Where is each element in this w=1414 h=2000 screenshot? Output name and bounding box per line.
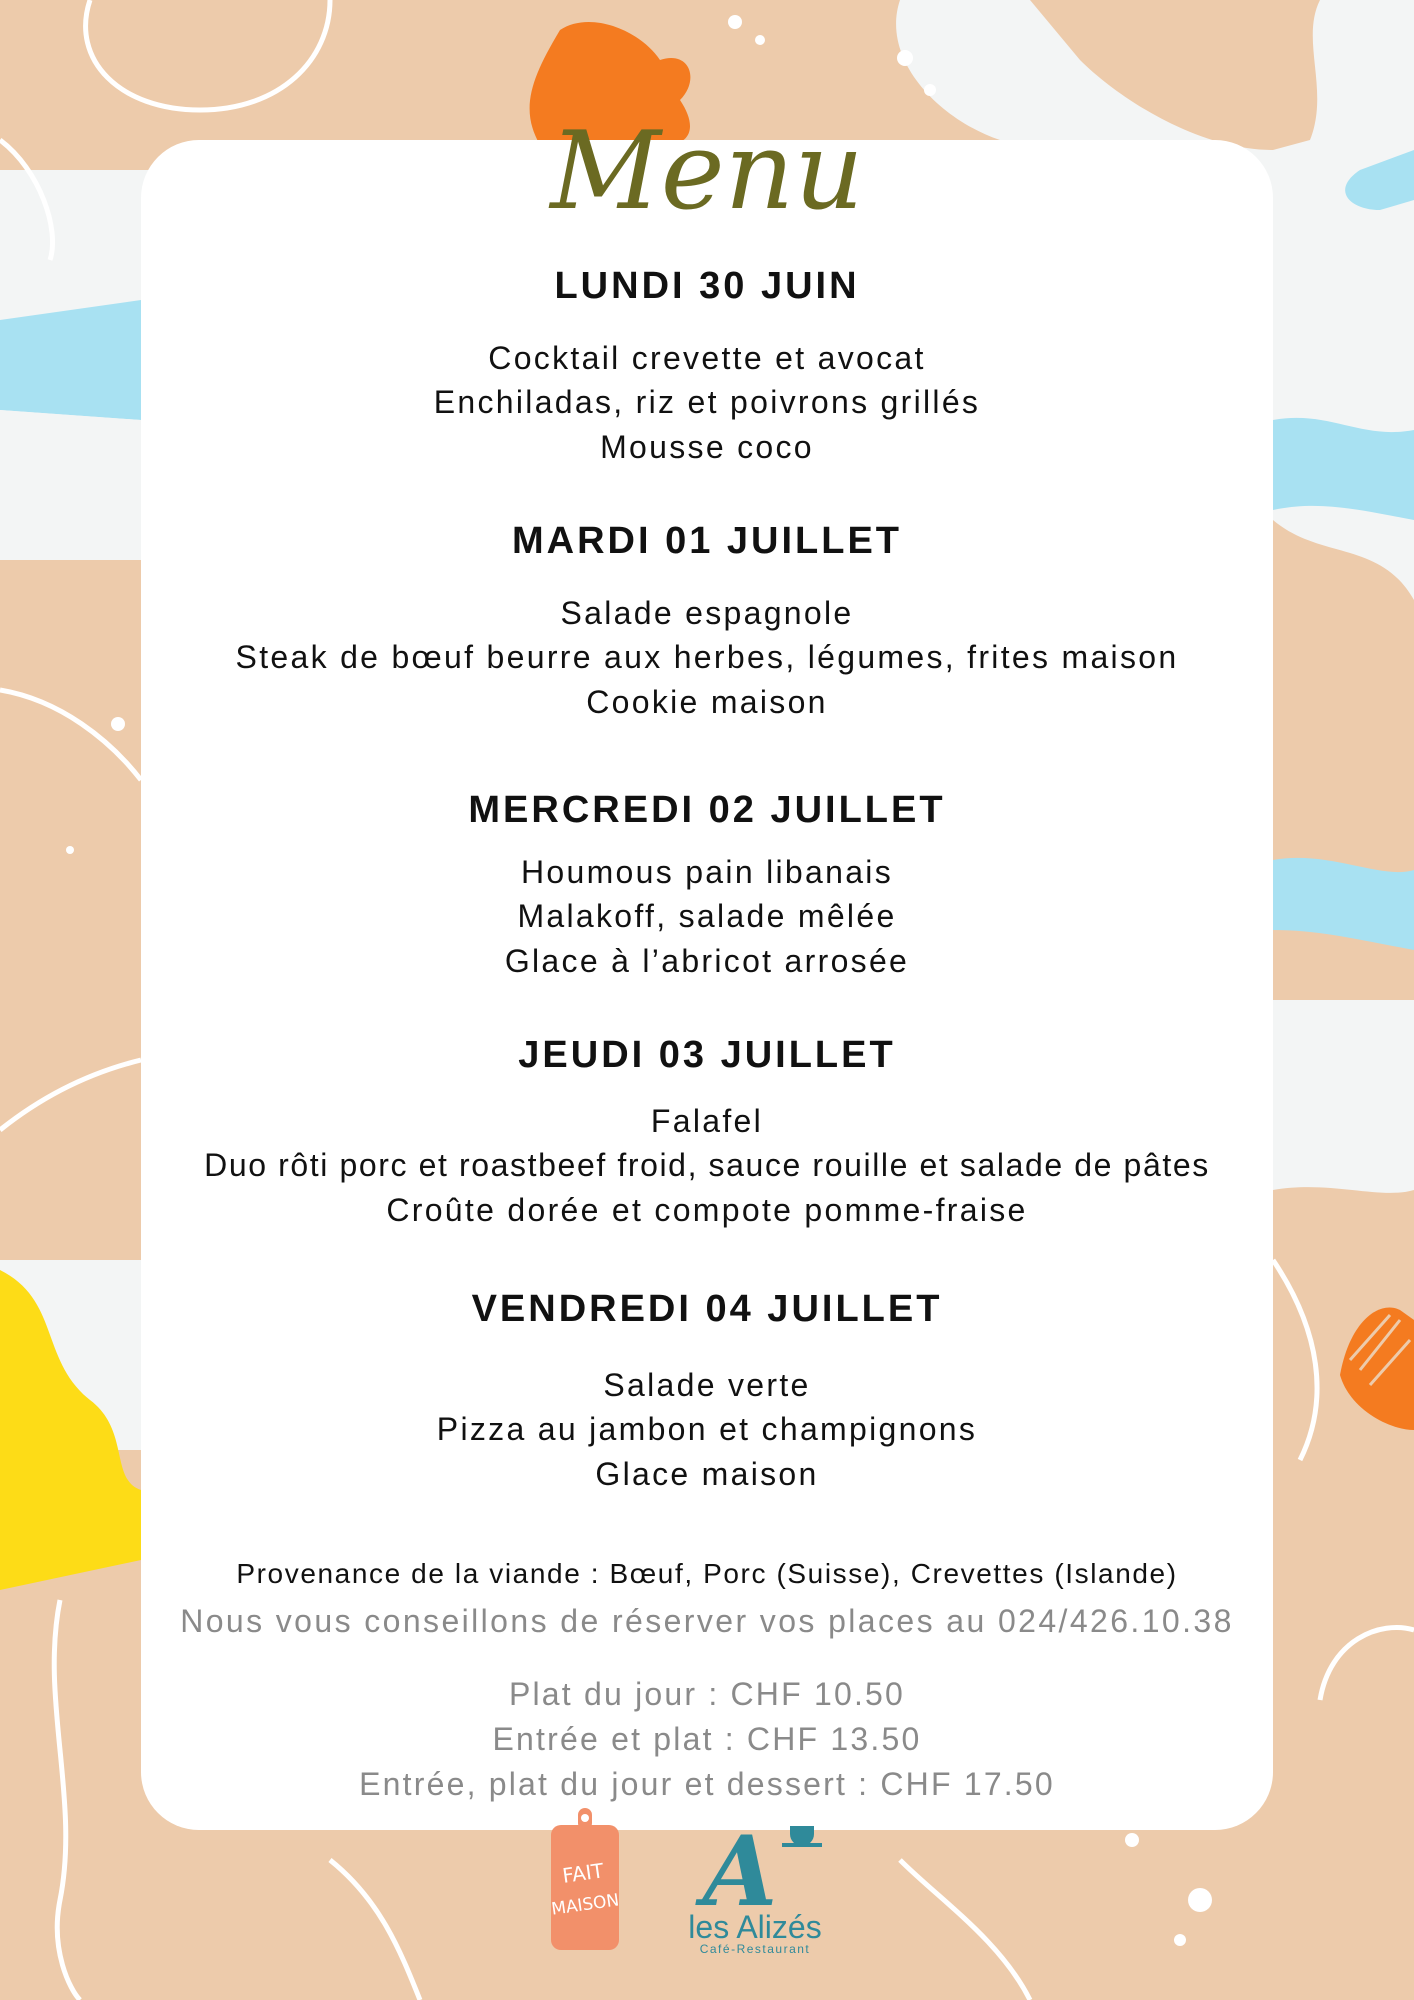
dish-item: Mousse coco xyxy=(600,428,814,465)
dish-item: Falafel xyxy=(650,1102,764,1139)
day-title: JEUDI 03 JUILLET xyxy=(518,1034,896,1076)
alizes-mark: A xyxy=(702,1815,778,1928)
dish-item: Houmous pain libanais xyxy=(520,853,894,890)
menu-title: Menu xyxy=(550,109,864,234)
dish-item: Malakoff, salade mêlée xyxy=(517,898,897,935)
meat-provenance: Provenance de la viande : Bœuf, Porc (Suisse), Crevettes (Islande) xyxy=(236,1558,1178,1589)
les-alizes-logo xyxy=(688,1815,822,1956)
dish-item: Glace maison xyxy=(595,1455,819,1492)
dish-item: Salade espagnole xyxy=(560,594,854,631)
dish-item: Glace à l’abricot arrosée xyxy=(504,942,910,979)
dish-item: Salade verte xyxy=(603,1366,811,1403)
day-title: LUNDI 30 JUIN xyxy=(554,265,860,307)
dish-item: Enchiladas, riz et poivrons grillés xyxy=(433,384,981,421)
dish-item: Pizza au jambon et champignons xyxy=(436,1411,978,1448)
dish-item: Cocktail crevette et avocat xyxy=(488,339,926,376)
reservation-note: Nous vous conseillons de réserver vos places au 024/426.10.38 xyxy=(180,1603,1234,1639)
dish-item: Steak de bœuf beurre aux herbes, légumes, frites maison xyxy=(235,639,1179,676)
day-title: MERCREDI 02 JUILLET xyxy=(468,789,946,831)
fait-maison-line1: FAIT xyxy=(560,1858,606,1888)
day-title: MARDI 01 JUILLET xyxy=(511,520,903,562)
fait-maison-line2: MAISON xyxy=(550,1890,621,1920)
alizes-name: les Alizés xyxy=(688,1909,822,1945)
price-line: Entrée et plat : CHF 13.50 xyxy=(492,1721,922,1757)
alizes-tagline: Café-Restaurant xyxy=(699,1942,811,1956)
dish-item: Cookie maison xyxy=(586,683,828,720)
price-line: Plat du jour : CHF 10.50 xyxy=(508,1676,906,1712)
dish-item: Duo rôti porc et roastbeef froid, sauce rouille et salade de pâtes xyxy=(204,1147,1210,1184)
fait-maison-logo xyxy=(550,1808,620,1950)
price-line: Entrée, plat du jour et dessert : CHF 17.50 xyxy=(359,1766,1055,1802)
day-title: VENDREDI 04 JUILLET xyxy=(471,1288,943,1330)
dish-item: Croûte dorée et compote pomme-fraise xyxy=(386,1191,1028,1228)
